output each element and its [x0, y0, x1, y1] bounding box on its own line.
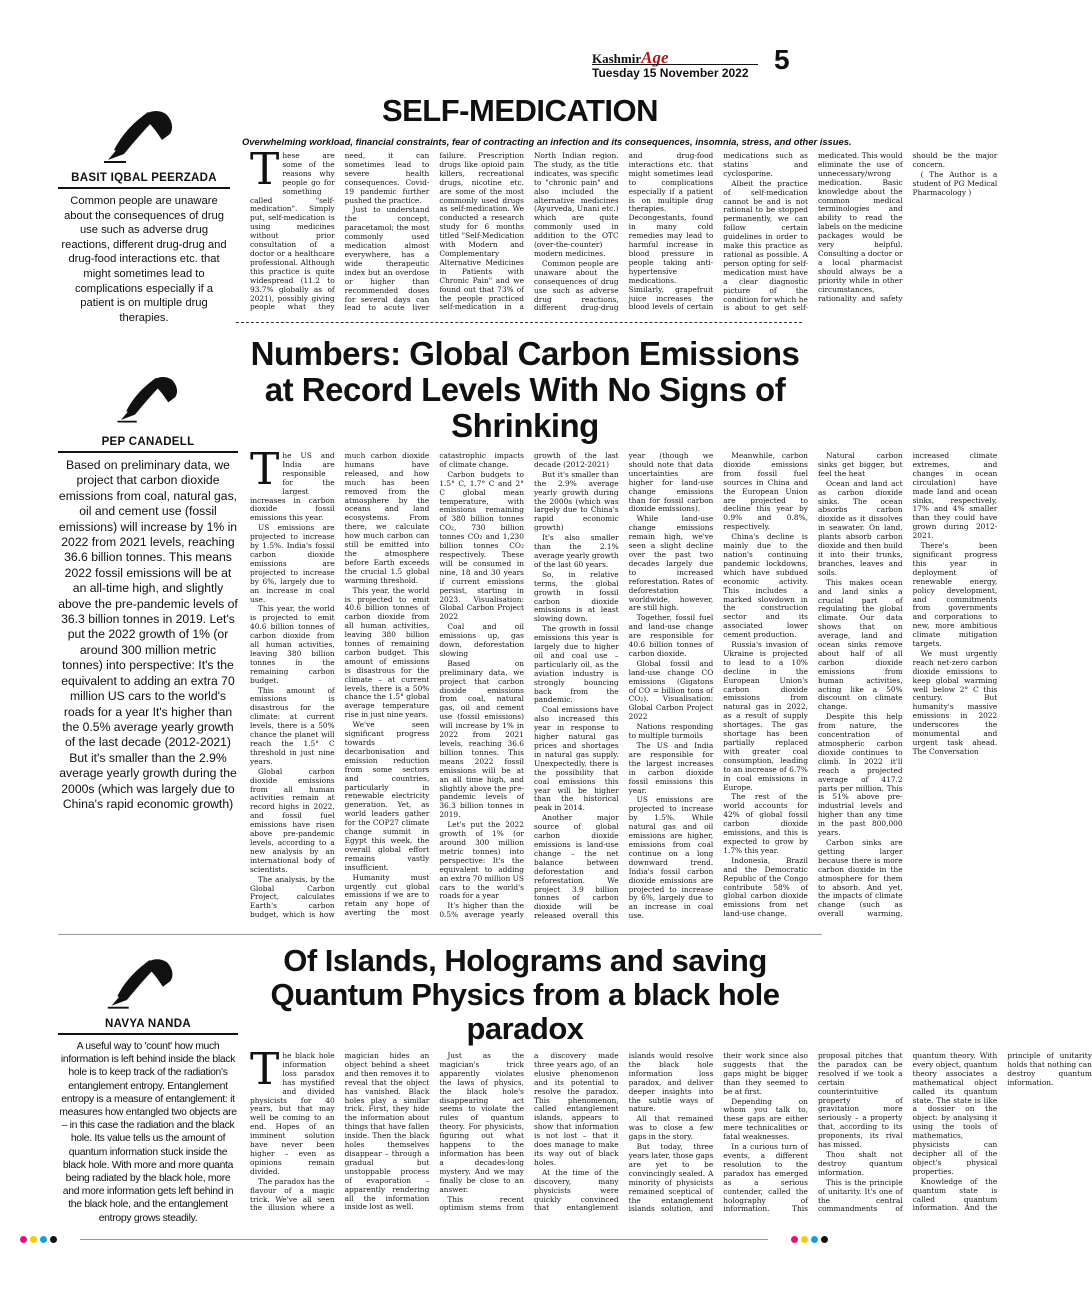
paragraph-text: This is the principle of unitarity. It's one of the central commandments of quantum theory. With every object, quantum theory associates a mathematical object called its quantum state. The state is like a dossier on the object: by analysing it using the tools of mathematics, physicists can decipher all of the object's physical properties.	[817, 1051, 998, 1214]
paragraph-text: Global carbon dioxide emissions from all human activities remain at record highs in 2022, and fossil fuel emissions have risen above pre-pandemic levels, according to a new analysis by an international body of scientists.	[250, 766, 335, 874]
paragraph-text: This year, the world is projected to emit 40.6 billion tonnes of carbon dioxide from all human activities, leaving 380 billion tonnes of remaining carbon budget. This amount of emissions is disastrous for the climate – at current levels, there is a 50% chance the 1.5° global average temperature rise in just nine years.	[344, 585, 430, 720]
masthead	[592, 44, 822, 82]
article-paragraph	[629, 614, 714, 659]
paragraph-text: Based on preliminary data, we project that carbon dioxide emissions from coal, natural gas, oil and cement use (fossil emissions) will increase by 1% in 2022 from 2021 levels, reaching 36.6 billion tonnes. This means 2022 fossil emissions will be at an all time high, and slightly above the pre-pandemic levels of 36.3 billion tonnes in 2019.	[439, 658, 524, 820]
paragraph-text: But today, three years later, those gaps are yet to be convincingly sealed. A minority of physicists remained sceptical of the entanglement islands solution, and their work since also suggests that the gaps might be bigger than they seemed to be at first.	[628, 1051, 808, 1214]
article-paragraph	[913, 542, 998, 649]
paragraph-text: US emissions are projected to increase by 1.5%. India's fossil carbon dioxide emissions are projected to increase by 6%, largely due to an increase in coal use.	[250, 523, 335, 604]
paragraph-text: This makes ocean and land sinks a crucial part of regulating the global climate. Our data shows that on average, land and ocean sinks remove about half of all carbon dioxide emissions from human activities, acting like a 50% discount on climate change.	[817, 577, 903, 712]
article-paragraph	[534, 534, 619, 570]
article-paragraph	[723, 857, 808, 919]
article-paragraph	[439, 1052, 524, 1195]
article-paragraph	[629, 660, 714, 722]
article-paragraph	[534, 571, 619, 624]
pull-quote: Based on preliminary data, we project that carbon dioxide emissions from coal, natural gas, oil and cement use (fossil emissions) will increase by 1% in 2022 from 2021 levels, reaching 36.6 billion tonnes. This means 2022 fossil emissions will be at an all-time high, and slightly above the pre-pandemic levels of 36.3 billion tonnes in 2019. Let's put the 2022 growth of 1% (or around 300 million metric tonnes) into perspective: It's the equivalent to adding an extra 70 million US cars to the world's roads for a year It's higher than the 0.5% average yearly growth of the last decade (2012-2021) But it's smaller than the 2.9% average yearly growth during the 2000s (which was largely due to China's rapid economic growth)	[58, 458, 238, 811]
article-paragraph	[913, 171, 998, 198]
article-body	[250, 144, 998, 314]
paragraph-text: Just to understand the concept, paracetamol; the most commonly used medication almost everywhere, has a wide therapeutic index but an overdose or higher than recommended doses for several days can lead to acute liver failure. Prescription drugs like opioid pain killers, recreational drugs, nicotine etc. are some of the most commonly used drugs as self-medication. We conducted a research study for 6 months titled "Self-Medication with Modern and Complementary Alternative Medicines in Patients with Chronic Pain" and we found out that 73% of the people practiced self-medication in a North Indian region. The study, as the title indicates, was specific to "chronic pain" and also included the alternative medicines (Ayurveda, Unani etc.) which are quite commonly used in addition to the OTC (over-the-counter) modern medicines.	[344, 151, 619, 313]
paragraph-text: At the time of the discovery, many physicists were quickly convinced that entanglement islands would resolve the black hole information loss paradox, and deliver deeper insights into the subtle ways of nature.	[533, 1051, 714, 1213]
paragraph-text: We must urgently reach net-zero carbon dioxide emissions to keep global warming well below 2° C this century. But humanity's massive emissions in 2022 underscores the monumental and urgent task ahead. The Conversation	[912, 648, 998, 756]
paragraph-text: The rest of the world accounts for 42% of global fossil carbon dioxide emissions, and this is expected to grow by 1.7% this year.	[723, 792, 808, 855]
article-paragraph	[534, 706, 619, 813]
paragraph-text: Thou shalt not destroy quantum information.	[817, 1149, 903, 1177]
article-paragraph	[629, 515, 714, 613]
article-paragraph	[439, 821, 524, 901]
color-dot	[20, 1236, 27, 1243]
article-paragraph	[629, 796, 714, 921]
color-dot	[50, 1236, 57, 1243]
paragraph-text: Meanwhile, carbon dioxide emissions from fossil fuel sources in China and the European Union are projected to decline this year by 0.9% and 0.8%, respectively.	[723, 451, 808, 532]
paragraph-text: It's also smaller than the 2.1% average yearly growth of the last 60 years.	[533, 533, 619, 569]
article-paragraph	[818, 713, 903, 838]
article-headline: Of Islands, Holograms and saving Quantum Physics from a black hole paradox	[270, 943, 780, 1046]
color-dots-right	[791, 1236, 828, 1243]
paragraph-text: he black hole information loss paradox has mystified and divided physicists for 40 years, but that may well be coming to an end. Hopes of an imminent solution have never been higher – even as opinions remain divided.	[250, 1051, 335, 1176]
drop-cap: T	[250, 444, 280, 495]
paragraph-text: The paradox has the flavour of a magic trick. We've all seen the illusion where a magician hides an object behind a sheet and then removes it to reveal that the object has vanished. Black holes play a similar trick. First, they hide the information about things that have fallen inside. Then the black holes themselves disappear – through a gradual but unstoppable process of evaporation – apparently rendering all the information inside lost as well.	[250, 1051, 430, 1213]
footer-rule	[80, 1239, 768, 1240]
paragraph-text: Nations responding to multiple turmoils	[628, 722, 714, 741]
paragraph-text: hese are some of the reasons why people go for something called "self-medication". Simply put, self-medication is using medicines without prior consultation of a doctor or a healthcare professional. Although this practice is quite widespread (11.2 to 93.7% globally as of 2021), possibly giving people what they need, it can sometimes lead to severe health consequences. Covid-19 pandemic further pushed the practice.	[250, 151, 430, 312]
paragraph-text: China's decline is mainly due to the nation's continuing pandemic lockdowns, which have subdued economic activity. This includes a marked slowdown in the construction sector and its associated lower cement production.	[723, 532, 808, 640]
brand-name: Kashmir	[592, 51, 642, 66]
section-divider	[236, 322, 802, 323]
pull-quote: Common people are unaware about the consequences of drug use such as adverse drug reactions, different drug-drug and drug-food interactions etc. that might sometimes lead to complications especially if a patient is on multiple drug therapies.	[61, 195, 227, 324]
paragraph-text: Common people are unaware about the consequences of drug use such as adverse drug reactions, different drug-drug and drug-food interactions etc. that might sometimes lead to complications especially if a patient is on multiple drug therapies. Decongestants, found in many cold remedies may lead to harmful increase in blood pressure in people taking anti-hypertensive medications. Similarly, grapefruit juice increases the blood levels of certain medications such as statins and cyclosporine.	[533, 151, 808, 313]
paragraph-text: It's higher than the 0.5% average yearly growth of the last decade (2012-2021)	[439, 451, 619, 920]
pen-hand-icon	[100, 104, 180, 166]
article-paragraph	[250, 605, 335, 685]
paragraph-text: Let's put the 2022 growth of 1% (or around 300 million metric tonnes) into perspective: It's the equivalent to adding an extra 70 million US cars to the world's roads for a year	[439, 820, 524, 901]
article-paragraph	[439, 471, 524, 622]
article-paragraph	[723, 452, 808, 532]
masthead-rule	[592, 64, 758, 65]
paragraph-text: We've seen significant progress towards decarbonisation and emission reduction from some sectors and countries, particularly in renewable electricity generation. Yet, as world leaders gather for the COP27 climate change summit in Egypt this week, the overall global effort remains vastly insufficient.	[344, 720, 430, 872]
drop-cap: T	[250, 144, 280, 195]
drop-cap: T	[250, 1044, 280, 1095]
paragraph-text: Indonesia, Brazil and the Democratic Republic of the Congo contribute 58% of global carbon dioxide emissions from net land-use change.	[723, 855, 808, 919]
article-paragraph	[250, 1044, 335, 1177]
article-paragraph	[913, 650, 998, 757]
paragraph-text: Despite this help from nature, the concentration of atmospheric carbon dioxide continues to climb. In 2022 it'll reach a projected average of 417.2 parts per million. This is 51% above pre-industrial levels and higher than any time in the past 800,000 years.	[817, 712, 903, 838]
article-paragraph	[250, 768, 335, 875]
paragraph-text: This year, the world is projected to emit 40.6 billion tonnes of carbon dioxide from all human activities, leaving 380 billion tonnes in the remaining carbon budget.	[250, 604, 335, 685]
issue-date: Tuesday 15 November 2022	[592, 66, 749, 80]
paragraph-text: Carbon budgets to 1.5° C, 1.7° C and 2° C global mean temperature, with emissions remaining of 380 billion tonnes CO₂, 730 billion tonnes CO₂ and 1,230 billion tonnes CO₂ respectively. These will be consumed in nine, 18 and 30 years if current emissions persist, starting in 2023. Visualisation: Global Carbon Project 2022	[439, 469, 524, 622]
brand-logo	[592, 48, 669, 68]
article-paragraph	[629, 723, 714, 741]
paragraph-text: Russia's invasion of Ukraine is projected to lead to a 10% decline in the European Union's carbon dioxide emissions from natural gas in 2022, as a result of supply shortages. The gas shortage has been partially replaced with greater coal consumption, leading to an increase of 6.7% in coal emissions in Europe.	[723, 640, 808, 792]
article-paragraph	[723, 1098, 808, 1143]
paragraph-text: This amount of emissions is disastrous for the climate: at current levels, there is a 50% chance the planet will reach the 1.5° C threshold in just nine years.	[250, 685, 335, 766]
article-paragraph	[629, 1115, 714, 1142]
paragraph-text: While land-use change emissions remain high, we've seen a slight decline over the past two decades largely due to increased reforestation. Rates of deforestation worldwide, however, are still high.	[628, 514, 714, 613]
paragraph-text: Albeit the practice of self-medication cannot be and is not rational to be stopped permanently, we can follow certain guidelines in order to make this practice as rational as possible. A person opting for self-medication must have a clear diagnostic picture of the condition for which he is about to get self-medicated. This would eliminate the use of unnecessary/wrong medication. Basic knowledge about the common medical terminologies and ability to read the labels on the medicine packages would be very helpful. Consulting a doctor or a local pharmacist should always be a priority while in other circumstances, rationality and safety should be the major concern.	[723, 151, 998, 313]
article-paragraph	[250, 524, 335, 604]
paragraph-text: In a curious turn of events, a different resolution to the paradox has emerged as a serious contender, called the holography of information. This proposal pitches that the paradox can be resolved if we took a certain counterintuitive property of gravitation more seriously – a property that, according to its proponents, its rival has missed.	[723, 1051, 903, 1214]
article-paragraph	[723, 533, 808, 640]
article-paragraph	[723, 793, 808, 855]
paragraph-text: US emissions are projected to increase by 1.5%. While natural gas and oil emissions are higher, emissions from coal continue on a long downward trend. India's fossil carbon dioxide emissions are projected to increase by 6%, largely due to an increase in coal use.	[628, 795, 714, 921]
paragraph-text: Just as the magician's trick apparently violates the laws of physics, the black hole's disappearing act seems to violate the rules of quantum theory. For physicists, figuring out what happens to the information has been a decades-long mystery. And we may finally be close to an answer.	[439, 1051, 524, 1194]
paragraph-text: Global fossil and land-use change CO emissions (Gigatons of CO = billion tons of CO₂). Visualisation: Global Carbon Project 2022	[628, 658, 714, 722]
article-paragraph	[818, 480, 903, 578]
paragraph-text: Humanity must urgently cut global emissions if we are to retain any hope of averting the most catastrophic impacts of climate change.	[344, 451, 524, 918]
author-name: NAVYA NANDA	[58, 1018, 238, 1035]
article-body	[250, 444, 998, 924]
article-paragraph	[723, 641, 808, 792]
article-paragraph	[250, 444, 335, 523]
article-paragraph	[250, 687, 335, 767]
paragraph-text: So, in relative terms, the global growth in fossil carbon dioxide emissions is at least slowing down.	[533, 569, 619, 624]
author-name: PEP CANADELL	[58, 436, 238, 453]
page-number: 5	[774, 44, 790, 75]
paragraph-text: he US and India are responsible for the largest increases in carbon dioxide fossil emissions this year.	[250, 451, 335, 523]
article-paragraph	[818, 579, 903, 713]
article-paragraph	[439, 623, 524, 659]
section-rule	[58, 934, 822, 935]
paragraph-text: The analysis, by the Global Carbon Project, calculates Earth's carbon budget, which is how much carbon dioxide humans have released, and how much has been removed from the atmosphere by the oceans and land ecosystems. From there, we calculate how much carbon can still be emitted into the atmosphere before Earth exceeds the crucial 1.5 global warming threshold.	[250, 451, 430, 920]
color-dot	[30, 1236, 37, 1243]
footer-color-bar	[20, 1236, 828, 1244]
article-deck: Overwhelming workload, financial constraints, fear of contracting an infection and its consequences, insomnia, stress, and other issues.	[242, 136, 852, 147]
pull-quote: A useful way to 'count' how much information is left behind inside the black hole is to keep track of the radiation's entanglement entropy. Entanglement entropy is a measure of entanglement: it measures how entangled two objects are – in this case the radiation and the black hole. Its value tells us the amount of quantum information stuck inside the black hole. With more and more quanta being radiated by the black hole, more and more information gets left behind in the black hole, and the entanglement entropy grows steadily.	[59, 1041, 237, 1224]
paragraph-text: All that remained was to close a few gaps in the story.	[628, 1114, 714, 1142]
paragraph-text: There's been significant progress this year in deployment of renewable energy, policy development, and commitments from governments and corporations to new, more ambitious climate mitigation targets.	[912, 541, 998, 649]
paragraph-text: Coal and oil emissions up, gas down, deforestation slowing	[439, 622, 524, 658]
brand-accent: Age	[641, 48, 669, 67]
paragraph-text: Coal emissions have also increased this year in response to higher natural gas prices and shortages in natural gas supply. Unexpectedly, there is the possibility that coal emissions this year will be higher than the historical peak in 2014.	[533, 705, 619, 813]
article-paragraph	[534, 471, 619, 533]
paragraph-text: Depending on whom you talk to, these gaps are either mere technicalities or fatal weaknesses.	[723, 1096, 808, 1142]
paragraph-text: Knowledge of the quantum state is called quantum information. And the principle of unitarity holds that nothing can destroy quantum information.	[912, 1051, 1092, 1213]
paragraph-text: Together, fossil fuel and land-use change are responsible for 40.6 billion tonnes of carbon dioxide.	[628, 613, 714, 658]
article-paragraph	[818, 1151, 903, 1178]
paragraph-text: Natural carbon sinks get bigger, but feel the heat	[817, 451, 903, 478]
article-paragraph	[439, 660, 524, 820]
paragraph-text: Ocean and land act as carbon dioxide sinks. The ocean absorbs carbon dioxide as it dissolves in seawater. On land, plants absorb carbon dioxide and then build it into their trunks, branches, leaves and soils.	[817, 478, 903, 577]
author-name: BASIT IQBAL PEERZADA	[58, 172, 230, 189]
article-headline: SELF-MEDICATION	[381, 93, 659, 128]
article-paragraph	[534, 625, 619, 705]
paragraph-text: The US and India are responsible for the largest increases in carbon dioxide fossil emissions this year.	[628, 741, 714, 795]
article-headline: Numbers: Global Carbon Emissions at Record Levels With No Signs of Shrinking	[250, 335, 800, 444]
color-dot	[801, 1236, 808, 1243]
color-dot	[791, 1236, 798, 1243]
paragraph-text: Another major source of global carbon dioxide emissions is land-use change – the net balance between deforestation and reforestation. We project 3.9 billion tonnes of carbon dioxide will be released overall this year (though we should note that data uncertainties are higher for land-use change emissions than for fossil carbon dioxide emissions).	[533, 451, 714, 921]
pen-hand-icon	[104, 952, 180, 1012]
color-dots-left	[20, 1236, 57, 1243]
paragraph-text: But it's smaller than the 2.9% average yearly growth during the 2000s (which was largely due to China's rapid economic growth)	[533, 469, 619, 533]
color-dot	[811, 1236, 818, 1243]
article-paragraph	[345, 587, 430, 721]
paragraph-text: This recent optimism stems from a discovery made three years ago, of an elusive phenomenon and its potential to resolve the paradox. This phenomenon, called entanglement islands, appears to show that information is not lost – that it does manage to make its way out of black holes.	[439, 1051, 619, 1213]
color-dot	[821, 1236, 828, 1243]
article-paragraph	[345, 721, 430, 872]
article-body	[250, 1044, 1092, 1218]
article-paragraph	[818, 452, 903, 479]
paragraph-text: ( The Author is a student of PG Medical Pharmacology )	[912, 169, 998, 197]
article-paragraph	[629, 742, 714, 795]
pen-hand-icon	[114, 370, 184, 426]
paragraph-text: Carbon sinks are getting larger because there is more carbon dioxide in the atmosphere for them to absorb. And yet, the impacts of climate change (such as overall warming, increased climate extremes, and changes in ocean circulation) have made land and ocean sinks, respectively, 17% and 4% smaller than they could have grown during 2012-2021.	[817, 451, 998, 919]
color-dot	[40, 1236, 47, 1243]
paragraph-text: The growth in fossil emissions this year is largely due to higher oil and coal use – particularly oil, as the aviation industry is strongly bouncing back from the pandemic.	[533, 624, 619, 705]
